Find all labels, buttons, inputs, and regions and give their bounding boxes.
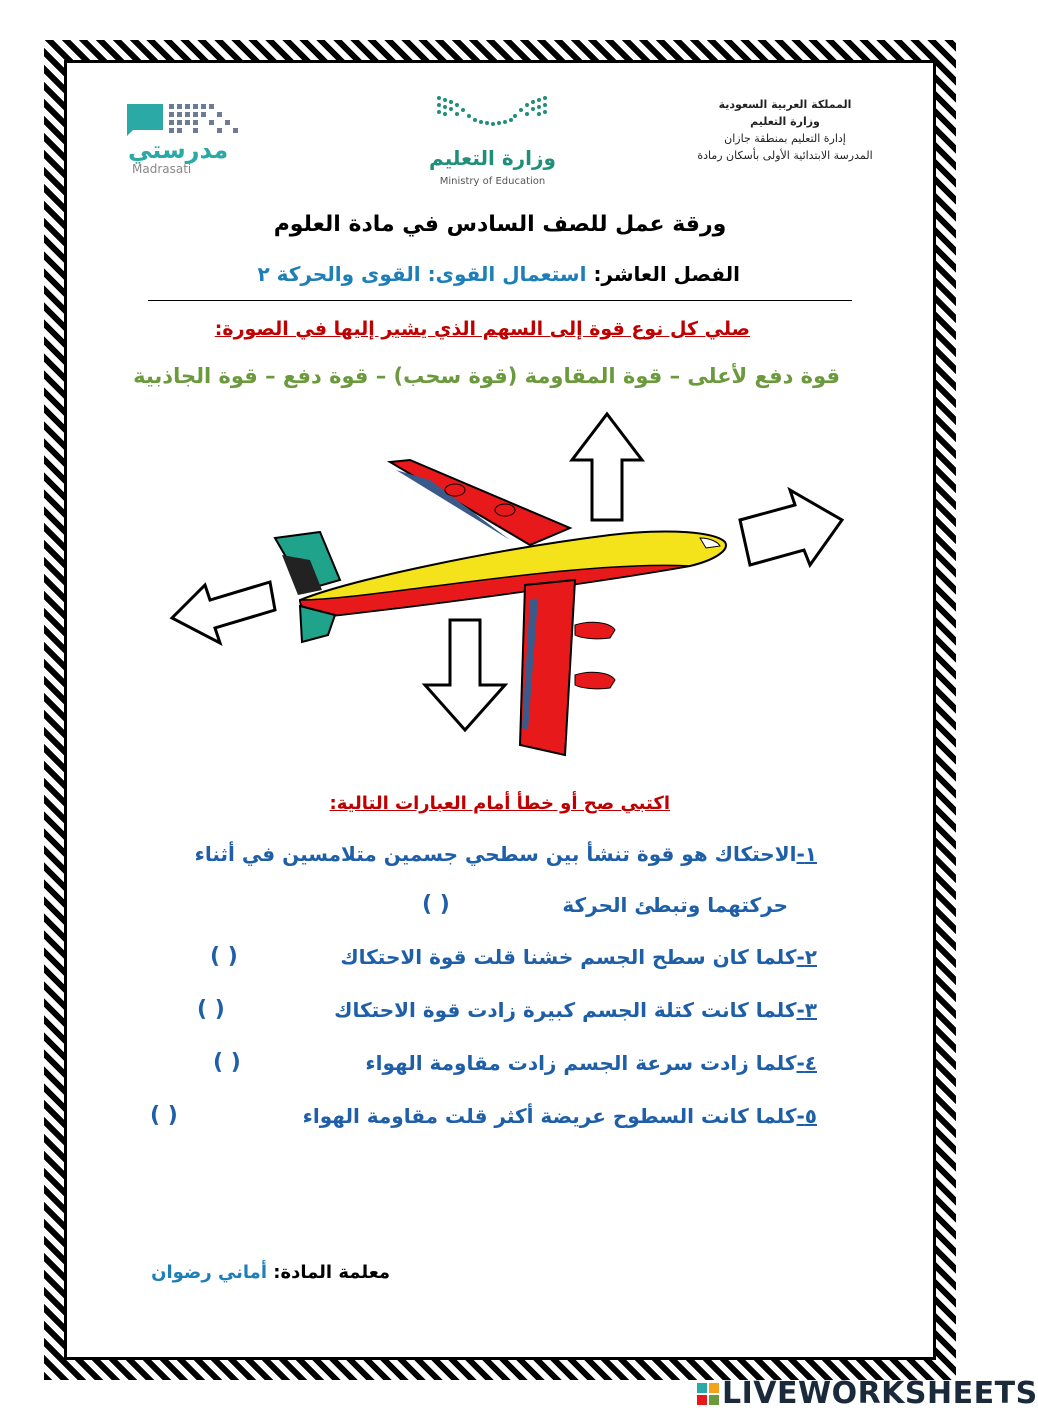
- worksheet-title: ورقة عمل للصف السادس في مادة العلوم: [273, 212, 727, 237]
- statement-text: كلما كانت السطوح عريضة أكثر قلت مقاومة الهواء: [302, 1104, 797, 1128]
- chapter-value: استعمال القوى: القوى والحركة ٢: [257, 262, 587, 286]
- school-header: [665, 96, 905, 164]
- statement-number: ٥-: [796, 1104, 817, 1128]
- madrasati-name-en: Madrasati: [132, 162, 192, 176]
- arrow-right-icon: [740, 490, 842, 565]
- instruction-match: صلي كل نوع قوة إلى السهم الذي يشير إليها في الصورة:: [214, 318, 750, 340]
- header-line-admin: إدارة التعليم بمنطقة جازان: [724, 132, 846, 145]
- statement-number: ٢-: [796, 945, 817, 969]
- divider: [148, 300, 852, 301]
- ministry-name-ar: وزارة التعليم: [429, 146, 556, 170]
- teacher-name: أماني رضوان: [151, 1262, 267, 1283]
- statement-2: [340, 945, 817, 969]
- arrow-left-icon: [172, 582, 275, 643]
- arrow-up-icon: [572, 414, 642, 520]
- arrow-down-icon: [425, 620, 505, 730]
- header-line-ministry: وزارة التعليم: [750, 115, 820, 128]
- ministry-name-en: Ministry of Education: [439, 176, 546, 187]
- statement-number: ٣-: [796, 998, 817, 1022]
- statement-text: حركتهما وتبطئ الحركة: [562, 893, 788, 917]
- statement-text: الاحتكاك هو قوة تنشأ بين سطحي جسمين متلامسين في أثناء: [194, 842, 797, 866]
- statement-text: كلما كان سطح الجسم خشنا قلت قوة الاحتكاك: [340, 945, 797, 969]
- header-line-kingdom: المملكة العربية السعودية: [718, 98, 852, 111]
- statement-5: [303, 1104, 817, 1128]
- statement-number: ١-: [796, 842, 817, 866]
- answer-blank-2[interactable]: ( ): [210, 944, 238, 969]
- airplane-forces-diagram: [170, 410, 850, 765]
- answer-blank-5[interactable]: ( ): [150, 1103, 178, 1128]
- answer-blank-3[interactable]: ( ): [197, 997, 225, 1022]
- statement-3: [334, 998, 817, 1022]
- forces-word-bank: قوة دفع لأعلى – قوة المقاومة (قوة سحب) – قوة دفع – قوة الجاذبية: [133, 364, 840, 388]
- chapter-line: [257, 262, 740, 286]
- liveworksheets-logo-icon: [697, 1383, 719, 1405]
- answer-blank-1[interactable]: ( ): [422, 892, 450, 917]
- statement-1-cont: [562, 893, 788, 917]
- instruction-true-false: اكتبي صح أو خطأ أمام العبارات التالية:: [329, 793, 670, 814]
- statement-1: [195, 842, 817, 866]
- statement-text: كلما كانت كتلة الجسم كبيرة زادت قوة الاحتكاك: [334, 998, 797, 1022]
- chapter-label: الفصل العاشر:: [593, 262, 740, 286]
- teacher-label: معلمة المادة:: [273, 1262, 390, 1283]
- statement-number: ٤-: [796, 1051, 817, 1075]
- madrasati-name-ar: مدرستي: [128, 136, 229, 164]
- teacher-line: [151, 1262, 390, 1283]
- statement-4: [365, 1051, 817, 1075]
- liveworksheets-watermark[interactable]: LIVEWORKSHEETS: [722, 1376, 1038, 1411]
- statement-text: كلما زادت سرعة الجسم زادت مقاومة الهواء: [365, 1051, 797, 1075]
- header-line-school: المدرسة الابتدائية الأولى بأسكان رمادة: [697, 149, 873, 162]
- answer-blank-4[interactable]: ( ): [213, 1050, 241, 1075]
